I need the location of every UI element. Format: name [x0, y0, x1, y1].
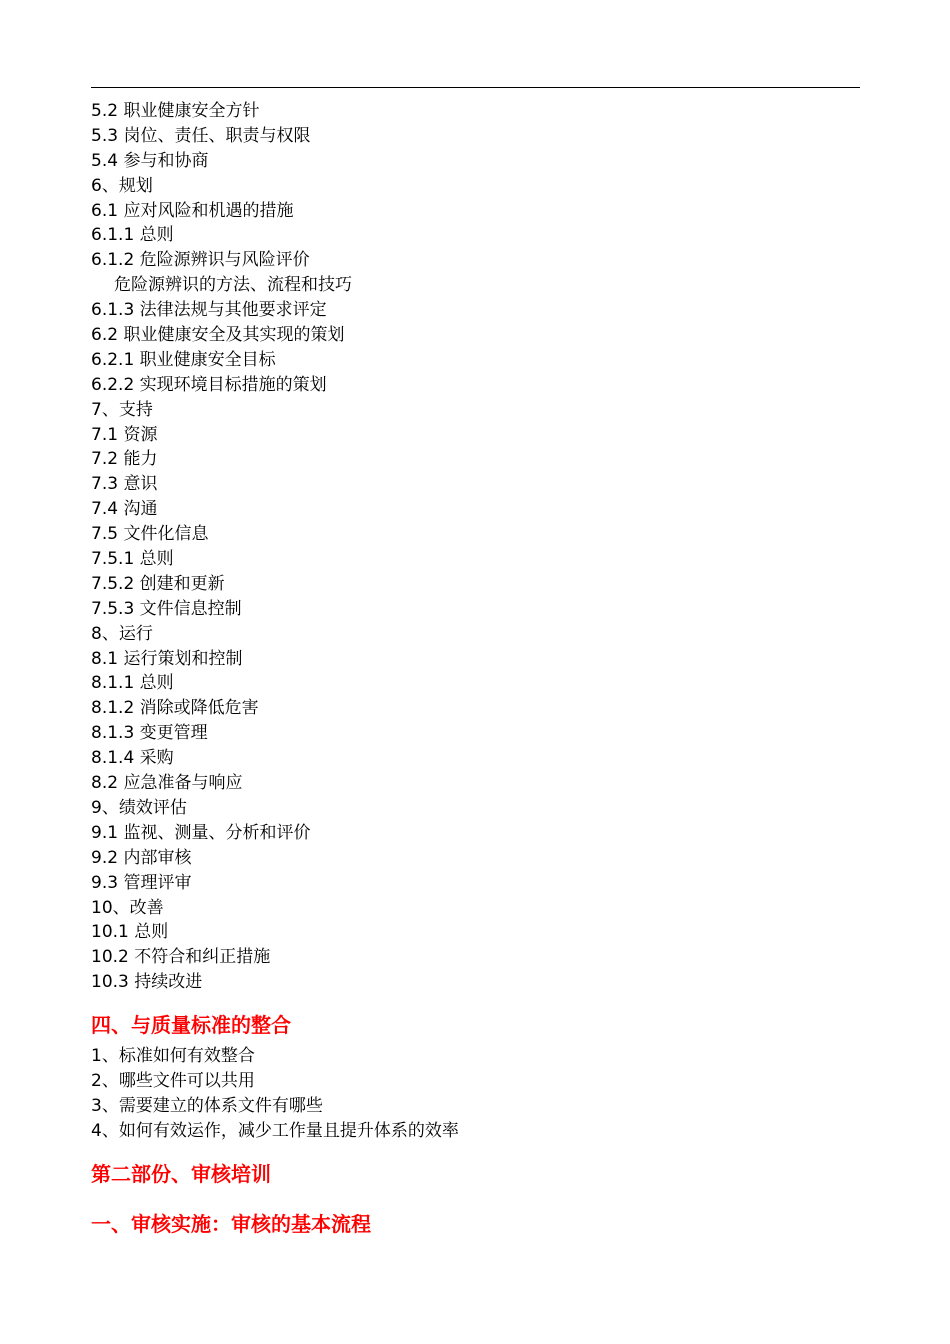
- toc-line: 6.1.2 危险源辨识与风险评价: [91, 250, 310, 271]
- toc-line: 6、规划: [91, 175, 153, 196]
- toc-line: 8.1.1 总则: [91, 673, 174, 694]
- toc-line: 危险源辨识的方法、流程和技巧: [114, 275, 352, 296]
- toc-line: 6.2.1 职业健康安全目标: [91, 349, 276, 370]
- toc-line: 5.3 岗位、责任、职责与权限: [91, 125, 311, 146]
- toc-line: 7.3 意识: [91, 474, 158, 495]
- toc-line: 6.2 职业健康安全及其实现的策划: [91, 325, 345, 346]
- integration-list-item: 3、需要建立的体系文件有哪些: [91, 1095, 323, 1116]
- toc-line: 7.2 能力: [91, 449, 158, 470]
- integration-list-item: 1、标准如何有效整合: [91, 1046, 255, 1066]
- toc-line: 8.1 运行策划和控制: [91, 648, 243, 669]
- toc-line: 7.5.1 总则: [91, 549, 174, 570]
- header-rule: [91, 87, 860, 88]
- toc-line: 10.1 总则: [91, 922, 169, 943]
- toc-line: 6.1.3 法律法规与其他要求评定: [91, 300, 327, 321]
- toc-line: 10.3 持续改进: [91, 972, 203, 993]
- toc-line: 7.5 文件化信息: [91, 524, 209, 545]
- toc-line: 5.2 职业健康安全方针: [91, 101, 260, 121]
- toc-line: 8.1.2 消除或降低危害: [91, 698, 259, 719]
- integration-list-item: 4、如何有效运作，减少工作量且提升体系的效率: [91, 1120, 459, 1141]
- integration-list: [91, 1044, 459, 1144]
- toc-line: 6.1 应对风险和机遇的措施: [91, 200, 294, 221]
- toc-line: 7.4 沟通: [91, 499, 158, 520]
- toc-line: 10.2 不符合和纠正措施: [91, 947, 271, 968]
- section-heading-integration: 四、与质量标准的整合: [91, 1013, 291, 1037]
- toc-list: [91, 99, 352, 995]
- toc-line: 9、绩效评估: [91, 797, 187, 818]
- toc-line: 7.5.2 创建和更新: [91, 573, 225, 594]
- toc-line: 8.1.3 变更管理: [91, 723, 208, 744]
- toc-line: 7、支持: [91, 399, 153, 420]
- toc-line: 8.2 应急准备与响应: [91, 773, 243, 794]
- section-heading-audit-process: 一、审核实施：审核的基本流程: [91, 1212, 371, 1236]
- part-heading-audit-training: 第二部份、审核培训: [91, 1162, 271, 1186]
- toc-line: 9.1 监视、测量、分析和评价: [91, 822, 311, 843]
- toc-line: 9.3 管理评审: [91, 872, 192, 893]
- toc-line: 10、改善: [91, 897, 164, 918]
- toc-line: 6.2.2 实现环境目标措施的策划: [91, 374, 327, 395]
- toc-line: 7.1 资源: [91, 424, 158, 445]
- toc-line: 7.5.3 文件信息控制: [91, 598, 242, 619]
- toc-line: 6.1.1 总则: [91, 225, 174, 246]
- toc-line: 9.2 内部审核: [91, 847, 192, 868]
- integration-list-item: 2、哪些文件可以共用: [91, 1070, 255, 1091]
- toc-line: 8.1.4 采购: [91, 748, 174, 769]
- toc-line: 5.4 参与和协商: [91, 150, 209, 171]
- toc-line: 8、运行: [91, 623, 153, 644]
